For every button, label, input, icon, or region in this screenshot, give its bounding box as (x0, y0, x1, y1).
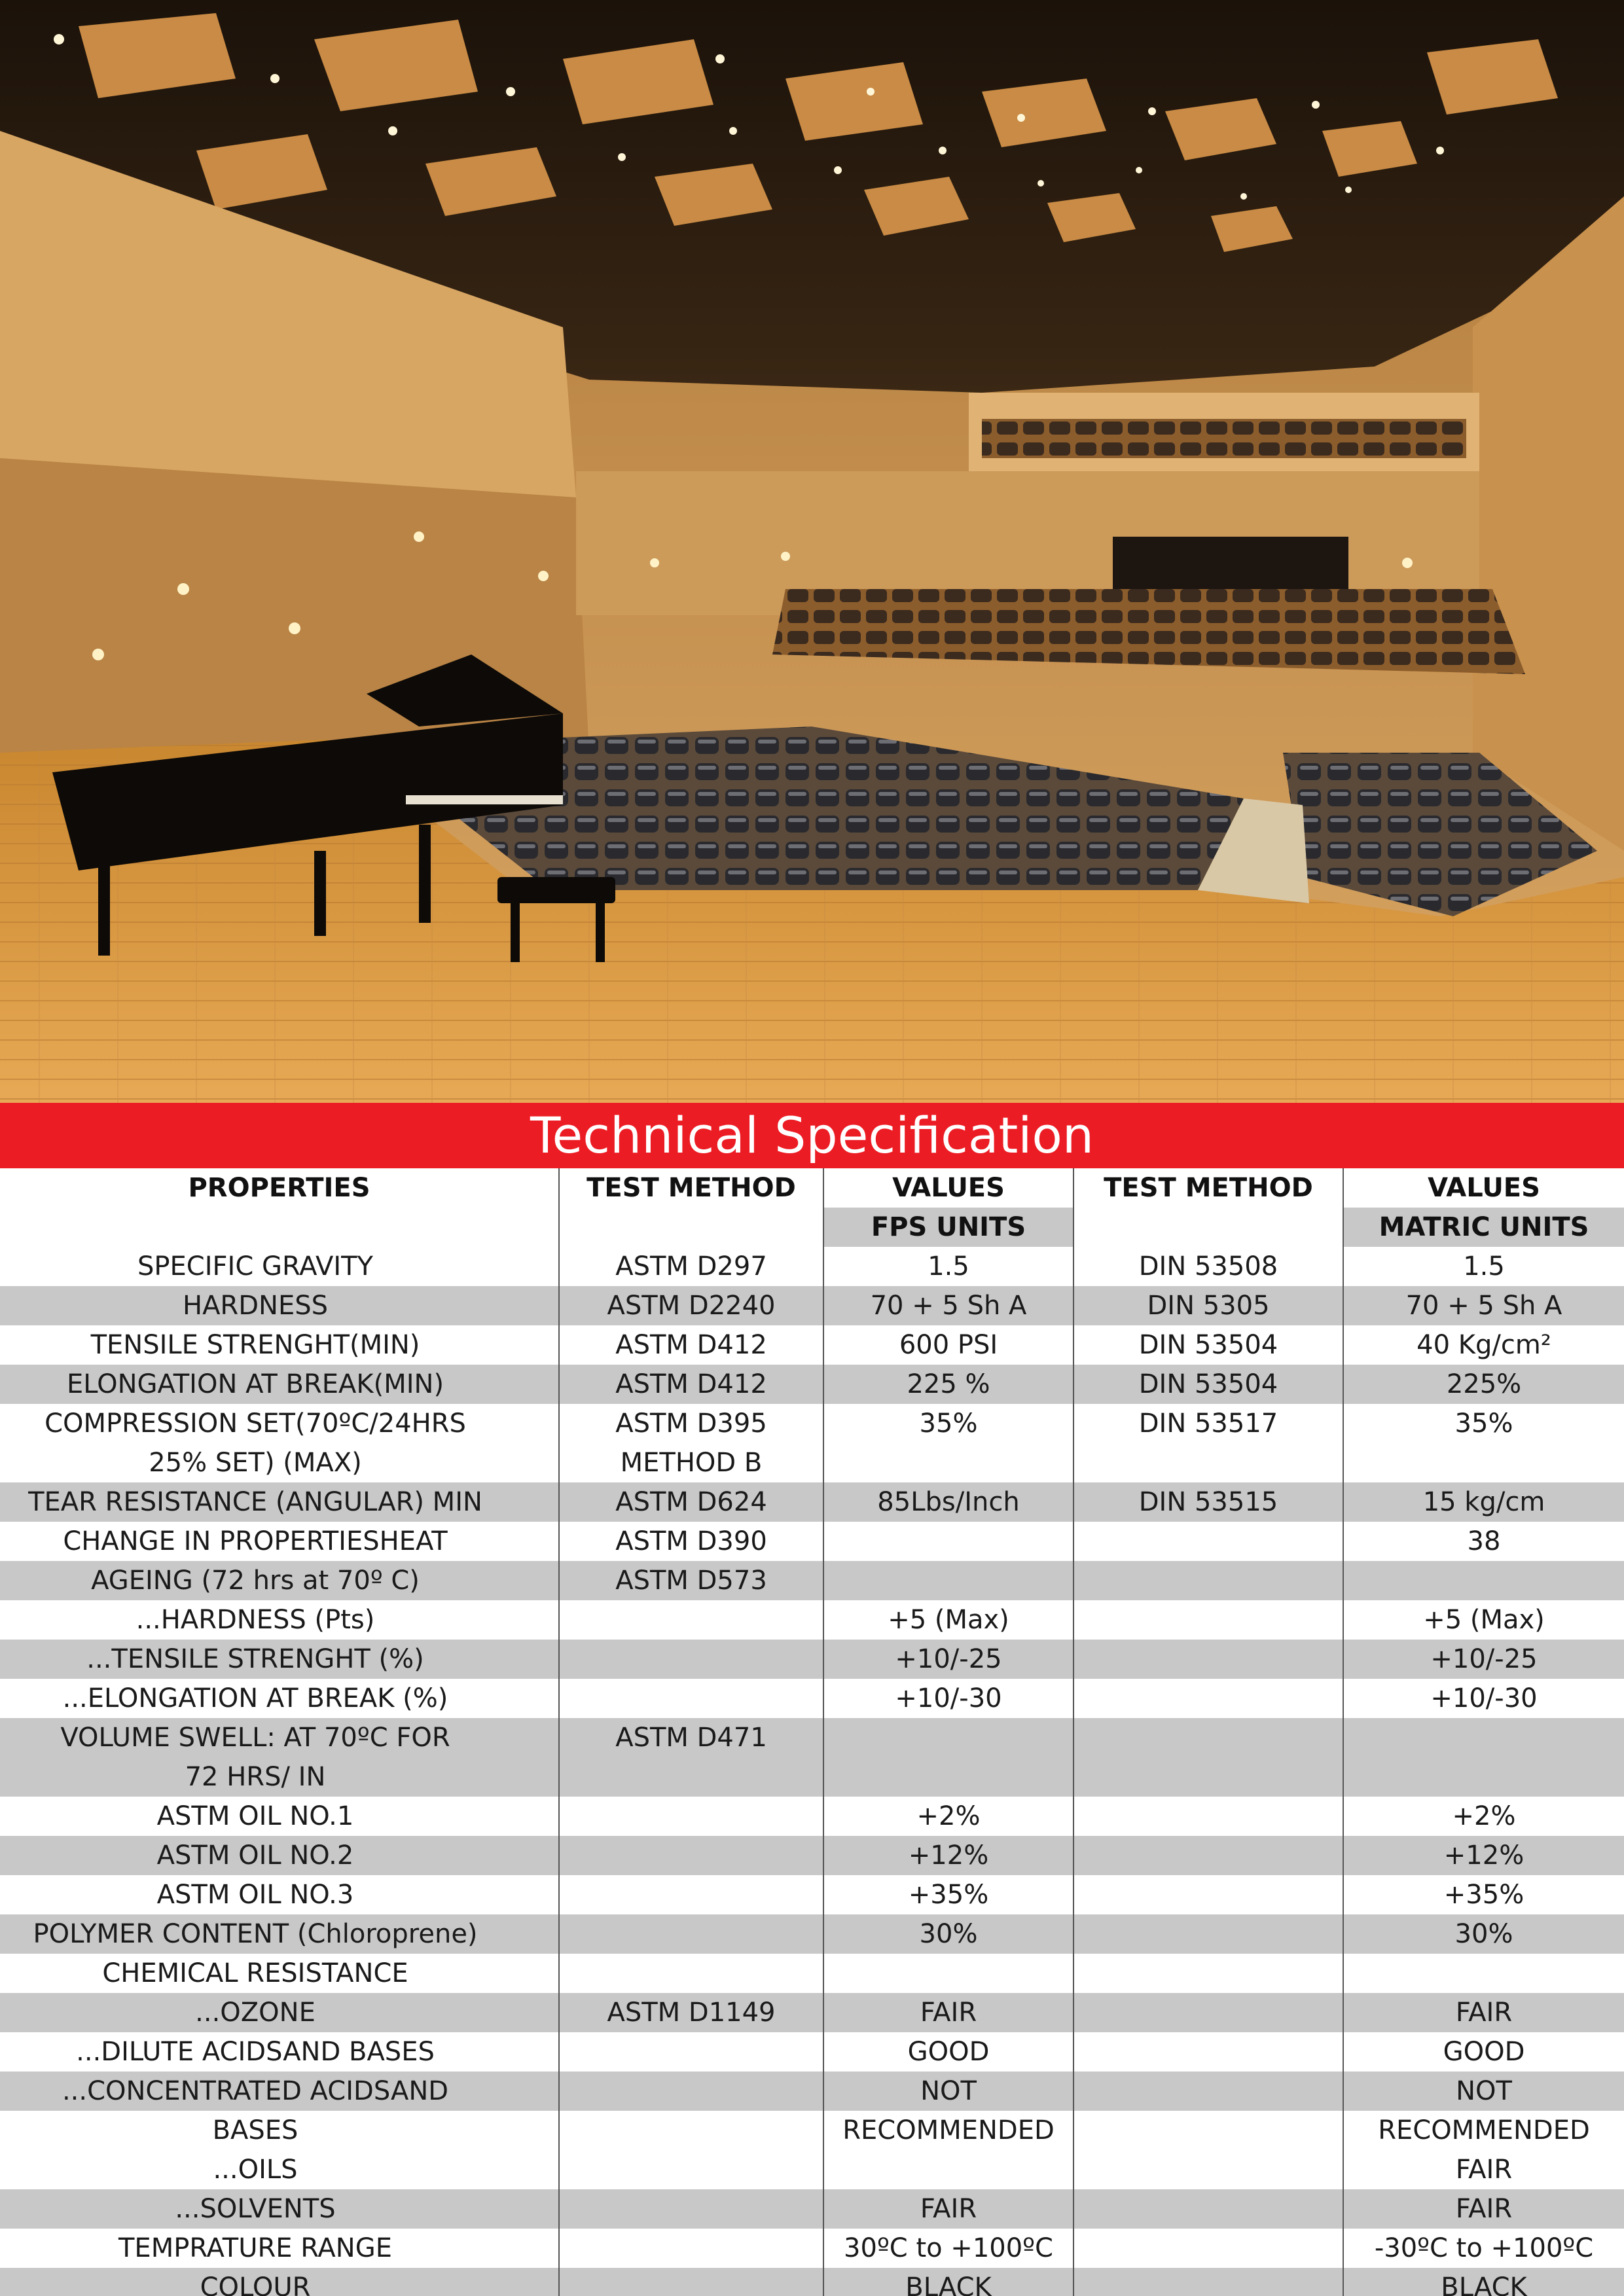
cell-value-metric: +35% (1443, 1880, 1525, 1910)
table-row (0, 1365, 1624, 1404)
cell-value-fps (824, 1561, 1073, 1600)
cell-value-fps: +2% (916, 1801, 981, 1831)
cell-property: ...OILS (213, 2155, 298, 2185)
cell-value-metric: FAIR (1455, 2194, 1513, 2224)
cell-value-fps: FAIR (920, 2194, 977, 2224)
banner-title: Technical Specification (530, 1106, 1094, 1164)
column-divider (1073, 1168, 1074, 2296)
cell-value-metric: +12% (1443, 1840, 1525, 1871)
header-test-method-astm: TEST METHOD (586, 1173, 796, 1203)
cell-value-fps (824, 2150, 1073, 2189)
cell-test-method-din (1074, 2268, 1343, 2296)
cell-value-metric: FAIR (1455, 2155, 1513, 2185)
cell-property: BASES (212, 2115, 298, 2145)
cell-value-metric (1344, 1561, 1624, 1600)
cell-property: ...DILUTE ACIDSAND BASES (76, 2037, 435, 2067)
table-row (0, 1404, 1624, 1482)
cell-test-method-din: DIN 53504 (1138, 1369, 1278, 1399)
cell-value-metric: +10/-25 (1430, 1644, 1538, 1674)
cell-test-method-din (1074, 1797, 1343, 1836)
cell-test-method-astm (560, 1797, 823, 1836)
table-row (0, 1325, 1624, 1365)
table-row (0, 1679, 1624, 1718)
table-row (0, 1482, 1624, 1522)
cell-test-method-astm: ASTM D1149 (607, 1998, 776, 2028)
cell-value-metric: BLACK (1441, 2272, 1527, 2296)
cell-test-method-din (1074, 1718, 1343, 1797)
table-row (0, 1600, 1624, 1640)
cell-value-metric: 70 + 5 Sh A (1405, 1291, 1562, 1321)
cell-value-fps: BLACK (905, 2272, 992, 2296)
cell-test-method-astm: ASTM D471 (615, 1723, 767, 1753)
cell-property: POLYMER CONTENT (Chloroprene) (33, 1919, 478, 1949)
table-row (0, 2229, 1624, 2268)
cell-test-method-astm (560, 2189, 823, 2229)
cell-test-method-din (1074, 1836, 1343, 1875)
cell-property: AGEING (72 hrs at 70º C) (91, 1566, 420, 1596)
cell-test-method-din: DIN 53515 (1138, 1487, 1278, 1517)
table-row (0, 1561, 1624, 1600)
cell-value-metric: +2% (1452, 1801, 1516, 1831)
cell-test-method-astm (560, 2229, 823, 2268)
cell-property: ...CONCENTRATED ACIDSAND (62, 2076, 449, 2106)
cell-test-method-astm: ASTM D390 (615, 1526, 767, 1556)
table-row (0, 1875, 1624, 1914)
cell-value-fps: 85Lbs/Inch (877, 1487, 1020, 1517)
cell-property: ASTM OIL NO.2 (156, 1840, 354, 1871)
cell-value-metric (1344, 1718, 1624, 1797)
cell-value-fps: 225 % (907, 1369, 990, 1399)
cell-value-fps: 35% (919, 1408, 978, 1439)
cell-value-fps: +35% (908, 1880, 989, 1910)
cell-test-method-astm (560, 1679, 823, 1718)
table-row (0, 2111, 1624, 2150)
cell-value-metric: 38 (1467, 1526, 1501, 1556)
technical-specification-banner (0, 1103, 1624, 1168)
cell-test-method-din (1074, 1954, 1343, 1993)
cell-property: ASTM OIL NO.1 (156, 1801, 354, 1831)
cell-property: ...OZONE (195, 1998, 316, 2028)
table-row (0, 1247, 1624, 1286)
cell-value-fps: +10/-30 (895, 1683, 1002, 1713)
table-row (0, 2189, 1624, 2229)
cell-property: CHEMICAL RESISTANCE (102, 1958, 408, 1988)
cell-test-method-din (1074, 2032, 1343, 2072)
cell-property: TEMPRATURE RANGE (118, 2233, 392, 2263)
cell-value-fps: FAIR (920, 1998, 977, 2028)
table-row (0, 1914, 1624, 1954)
cell-test-method-din (1074, 1875, 1343, 1914)
cell-property: ...SOLVENTS (175, 2194, 336, 2224)
cell-property: ELONGATION AT BREAK(MIN) (66, 1369, 444, 1399)
cell-value-fps (824, 1522, 1073, 1561)
cell-value-fps (824, 1954, 1073, 1993)
table-row (0, 1522, 1624, 1561)
table-row (0, 1640, 1624, 1679)
column-divider (823, 1168, 824, 2296)
cell-value-metric: 40 Kg/cm² (1416, 1330, 1551, 1360)
table-row (0, 1797, 1624, 1836)
cell-property: SPECIFIC GRAVITY (137, 1251, 373, 1282)
cell-value-fps: +5 (Max) (888, 1605, 1009, 1635)
subheader-fps-units: FPS UNITS (824, 1208, 1073, 1247)
cell-property: HARDNESS (182, 1291, 328, 1321)
cell-test-method-astm (560, 1836, 823, 1875)
cell-test-method-astm: ASTM D297 (615, 1251, 767, 1282)
cell-value-fps: +12% (908, 1840, 989, 1871)
cell-test-method-din: DIN 53504 (1138, 1330, 1278, 1360)
cell-test-method-din: DIN 53517 (1138, 1408, 1278, 1439)
cell-test-method-astm (560, 2072, 823, 2111)
header-values-fps: VALUES (892, 1173, 1005, 1203)
cell-test-method-astm (560, 2268, 823, 2296)
column-divider (1343, 1168, 1344, 2296)
cell-test-method-astm: ASTM D2240 (607, 1291, 776, 1321)
cell-test-method-din (1074, 2150, 1343, 2189)
cell-value-metric: RECOMMENDED (1378, 2115, 1590, 2145)
cell-test-method-din: DIN 5305 (1147, 1291, 1270, 1321)
cell-test-method-din (1074, 2229, 1343, 2268)
cell-value-metric: NOT (1456, 2076, 1512, 2106)
cell-value-fps: 30% (919, 1919, 978, 1949)
table-row (0, 1286, 1624, 1325)
table-row (0, 2150, 1624, 2189)
cell-test-method-din (1074, 2072, 1343, 2111)
cell-value-fps: 30ºC to +100ºC (844, 2233, 1053, 2263)
cell-value-fps: +10/-25 (895, 1644, 1002, 1674)
cell-test-method-din (1074, 1522, 1343, 1561)
cell-test-method-din (1074, 1679, 1343, 1718)
subheader-metric-units: MATRIC UNITS (1344, 1208, 1624, 1247)
cell-property: ...TENSILE STRENGHT (%) (86, 1644, 424, 1674)
cell-test-method-astm (560, 2032, 823, 2072)
cell-property: TEAR RESISTANCE (ANGULAR) MIN (28, 1487, 482, 1517)
cell-value-metric: 1.5 (1463, 1251, 1505, 1282)
cell-property: CHANGE IN PROPERTIESHEAT (63, 1526, 448, 1556)
specification-table (0, 1168, 1624, 2296)
cell-value-fps (824, 1718, 1073, 1797)
cell-value-metric: GOOD (1443, 2037, 1525, 2067)
cell-value-fps: GOOD (907, 2037, 990, 2067)
cell-value-fps: 1.5 (928, 1251, 969, 1282)
cell-test-method-din: DIN 53508 (1138, 1251, 1278, 1282)
cell-value-metric: 15 kg/cm (1422, 1487, 1545, 1517)
header-test-method-din: TEST METHOD (1104, 1173, 1313, 1203)
table-header (0, 1168, 1624, 1247)
cell-value-metric: 35% (1454, 1408, 1513, 1439)
cell-value-metric (1344, 1954, 1624, 1993)
cell-property: COMPRESSION SET(70ºC/24HRS 25% SET) (MAX) (45, 1408, 466, 1478)
cell-test-method-astm: ASTM D412 (615, 1330, 767, 1360)
cell-value-fps: RECOMMENDED (842, 2115, 1055, 2145)
cell-test-method-astm (560, 1954, 823, 1993)
cell-value-metric: +5 (Max) (1423, 1605, 1545, 1635)
cell-property: ...ELONGATION AT BREAK (%) (62, 1683, 448, 1713)
cell-value-fps: 600 PSI (899, 1330, 998, 1360)
table-row (0, 2072, 1624, 2111)
cell-test-method-astm (560, 1914, 823, 1954)
cell-test-method-din (1074, 2111, 1343, 2150)
cell-test-method-din (1074, 1640, 1343, 1679)
cell-value-fps: 70 + 5 Sh A (870, 1291, 1027, 1321)
concert-hall-photo (0, 0, 1624, 1103)
cell-value-metric: +10/-30 (1430, 1683, 1538, 1713)
cell-test-method-astm: ASTM D624 (615, 1487, 767, 1517)
cell-test-method-astm (560, 2111, 823, 2150)
cell-property: TENSILE STRENGHT(MIN) (90, 1330, 420, 1360)
cell-test-method-din (1074, 2189, 1343, 2229)
cell-test-method-din (1074, 1600, 1343, 1640)
table-row (0, 1718, 1624, 1797)
cell-value-metric: 30% (1454, 1919, 1513, 1949)
cell-test-method-astm: ASTM D395 METHOD B (615, 1408, 767, 1478)
table-row (0, 1836, 1624, 1875)
cell-test-method-astm: ASTM D573 (615, 1566, 767, 1596)
cell-value-metric: FAIR (1455, 1998, 1513, 2028)
table-row (0, 1954, 1624, 1993)
table-row (0, 1993, 1624, 2032)
column-divider (558, 1168, 560, 2296)
cell-test-method-din (1074, 1993, 1343, 2032)
cell-test-method-astm (560, 2150, 823, 2189)
cell-value-fps: NOT (920, 2076, 977, 2106)
cell-value-metric: 225% (1446, 1369, 1522, 1399)
header-properties: PROPERTIES (188, 1173, 370, 1203)
cell-test-method-din (1074, 1561, 1343, 1600)
cell-test-method-astm (560, 1600, 823, 1640)
cell-test-method-astm (560, 1640, 823, 1679)
cell-test-method-astm (560, 1875, 823, 1914)
cell-value-metric: -30ºC to +100ºC (1374, 2233, 1594, 2263)
cell-property: VOLUME SWELL: AT 70ºC FOR 72 HRS/ IN (60, 1723, 450, 1792)
cell-property: COLOUR (200, 2272, 311, 2296)
cell-property: ASTM OIL NO.3 (156, 1880, 354, 1910)
cell-test-method-din (1074, 1914, 1343, 1954)
cell-property: ...HARDNESS (Pts) (135, 1605, 375, 1635)
cell-test-method-astm: ASTM D412 (615, 1369, 767, 1399)
table-row (0, 2032, 1624, 2072)
table-row (0, 2268, 1624, 2296)
header-values-metric: VALUES (1428, 1173, 1540, 1203)
